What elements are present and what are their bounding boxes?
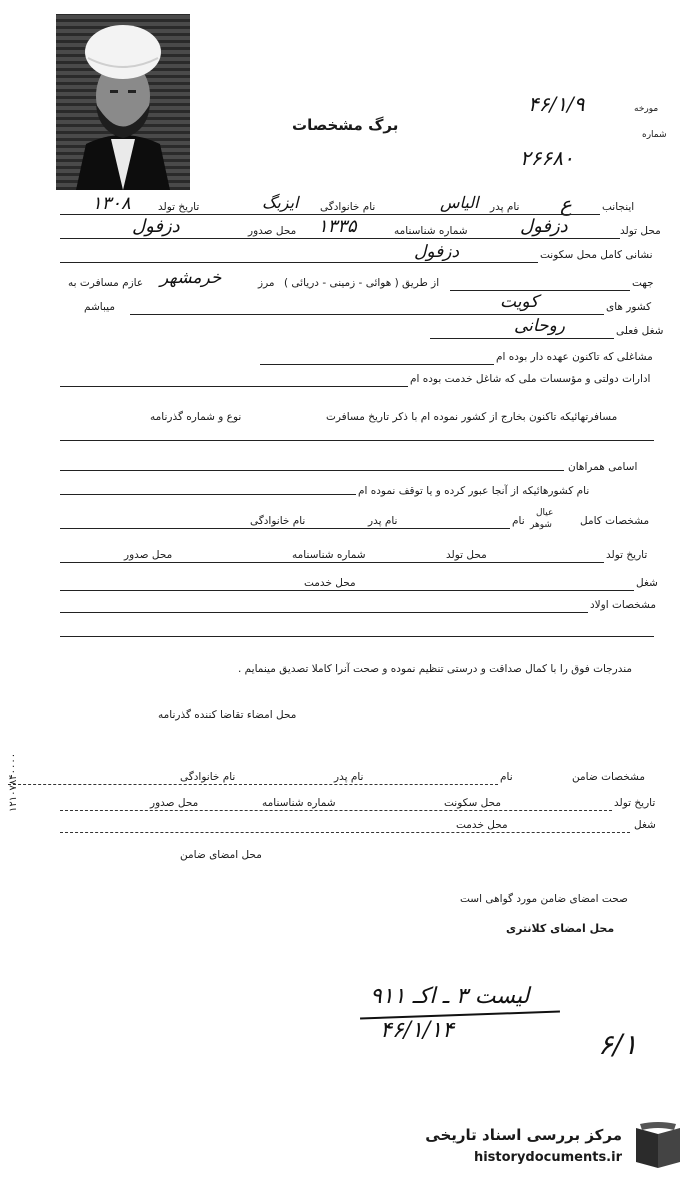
verify-text: صحت امضای ضامن مورد گواهی است [460,893,628,905]
spouse-line [60,528,510,529]
occupation-line [430,338,614,339]
hand-note-2: ۴۶/۱/۱۴ [380,1018,454,1043]
children-label: مشخصات اولاد [590,599,656,611]
issue-place-value: دزفول [132,216,180,237]
guarantor-name-label: نام [500,771,513,783]
hand-note-1: لیست ۳ ـ اکـ ۹۱۱ [370,984,530,1009]
purpose-line [450,290,630,291]
book-icon [630,1120,686,1176]
spouse-job-label: شغل [636,577,658,589]
trips-label: مسافرتهائیکه تاکنون بخارج از کشور نموده ام با ذکر تاریخ مسافرت [326,411,618,423]
guarantor-id-no-label: شماره شناسنامه [262,797,336,809]
prev-jobs-line [260,364,494,365]
birthdate-label: تاریخ تولد [158,201,200,213]
companions-label: اسامی همراهان [568,461,638,473]
logo-url: historydocuments.ir [473,1150,622,1165]
gov-line [60,386,408,387]
countries-label: کشور های [606,301,652,313]
number-value: ۲۶۶۸۰ [520,146,574,170]
occupation-label: شغل فعلی [616,325,664,337]
spouse-issue-place-label: محل صدور [124,549,173,561]
spouse-option-bottom: شوهر [530,520,552,530]
purpose-label: جهت [632,277,654,289]
archive-logo [425,1118,692,1174]
id-no-label: شماره شناسنامه [394,225,468,237]
border-label: مرز [258,277,275,289]
issue-place-label: محل صدور [248,225,297,237]
row1-line [60,214,600,215]
countries-line [130,314,604,315]
spouse-option-top: عیال [536,508,554,518]
address-value: دزفول [414,242,460,262]
trips-line [60,440,654,441]
date-value: ۴۶/۱/۹ [528,92,585,116]
children-line [60,612,588,613]
police-sign-label: محل امضای کلانتری [506,922,615,935]
name-value: ع [560,192,572,216]
guarantor-job-label: شغل [634,819,656,831]
guarantor-residence-label: محل سکونت [444,797,501,809]
spouse-label: مشخصات کامل [580,515,650,527]
name-label: اینجانب [602,201,635,213]
guarantor-father-label: نام پدر [334,771,364,783]
family-value: ایزبگ [262,193,299,212]
transit-label: نام کشورهائیکه از آنجا عبور کرده و یا توقف نموده ام [358,485,590,497]
spouse-row3-line [60,590,634,591]
date-label: مورخه [634,104,659,114]
companions-line [60,470,564,471]
guarantor-line [8,784,498,785]
guarantor-sign-label: محل امضای ضامن [180,849,262,861]
birthplace-label: محل تولد [620,225,661,237]
page-title: برگ مشخصات [292,116,399,134]
am-label: میباشم [84,301,115,313]
birthdate-value: ۱۳۰۸ [92,193,131,214]
address-line [60,262,538,263]
passport-label: نوع و شماره گذرنامه [150,411,242,423]
logo-name: مرکز بررسی اسناد تاریخی [425,1126,622,1144]
spouse-birthdate-label: تاریخ تولد [606,549,648,561]
guarantor-issue-place-label: محل صدور [150,797,199,809]
declaration-text: مندرجات فوق را با کمال صداقت و درستی تنظیم نموده و صحت آنرا کاملا تصدیق مینمایم . [238,663,633,675]
family-label: نام خانوادگی [320,201,376,213]
spouse-name-label: نام [512,515,525,527]
guarantor-row2-line [60,810,612,811]
row2-line [60,238,620,239]
number-label: شماره [642,130,667,140]
hand-note-3: ۶/۱ [598,1028,638,1061]
guarantor-birthdate-label: تاریخ تولد [614,797,656,809]
transit-line [60,494,356,495]
father-label: نام پدر [490,201,520,213]
spouse-work-place-label: محل خدمت [304,577,356,589]
spouse-birthplace-label: محل تولد [446,549,487,561]
guarantor-row3-line [60,832,630,833]
prev-jobs-label: مشاغلی که تاکنون عهده دار بوده ام [496,351,653,363]
children-line-2 [60,636,654,637]
border-value: خرمشهر [160,268,222,288]
applicant-photo [56,14,190,190]
destination-prefix: عازم مسافرت به [68,277,144,289]
gov-label: ادارات دولتی و مؤسسات ملی که شاغل خدمت بوده ام [410,373,651,385]
id-no-value: ۱۳۳۵ [318,216,357,237]
guarantor-family-label: نام خانوادگی [180,771,236,783]
birthplace-value: دزفول [520,216,568,237]
father-value: الیاس [440,193,479,212]
spouse-father-label: نام پدر [368,515,398,527]
route-label: از طریق ( هوائی - زمینی - دریائی ) [284,277,440,289]
address-label: نشانی کامل محل سکونت [540,249,653,261]
occupation-value: روحانی [514,316,566,336]
guarantor-label: مشخصات ضامن [572,771,646,783]
countries-value: کویت [500,292,539,312]
applicant-sign-label: محل امضاء تقاضا کننده گذرنامه [158,709,297,721]
vertical-note: ۱۲۱۰۷۸۴۰۰۰۰ [8,752,19,812]
spouse-family-label: نام خانوادگی [250,515,306,527]
guarantor-work-place-label: محل خدمت [456,819,508,831]
spouse-row2-line [60,562,604,563]
spouse-id-no-label: شماره شناسنامه [292,549,366,561]
